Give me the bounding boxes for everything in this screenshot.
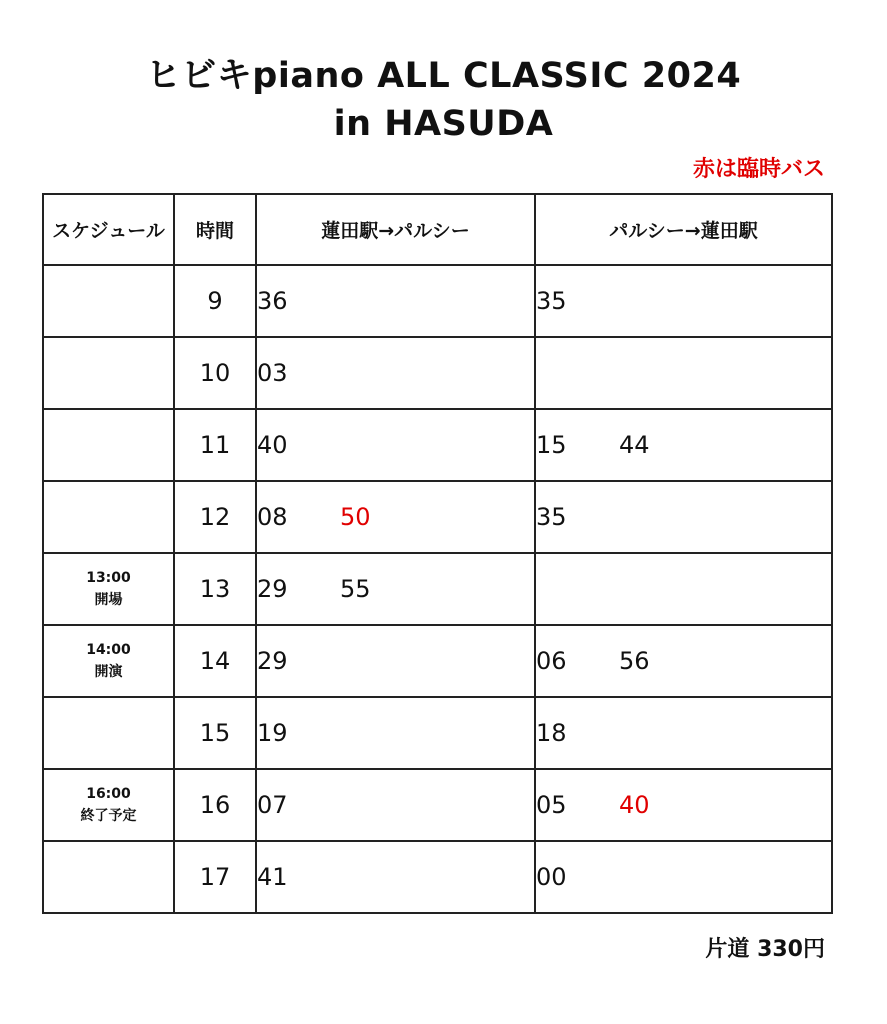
schedule-cell bbox=[43, 481, 174, 553]
minutes-to-palsy-cell bbox=[256, 841, 535, 913]
minutes-to-station-cell bbox=[535, 769, 832, 841]
one-way-fare: 片道 330円 bbox=[705, 937, 825, 962]
hour-cell: 13 bbox=[174, 553, 256, 625]
table-row bbox=[43, 409, 832, 481]
departure-minute: 44 bbox=[619, 431, 650, 459]
hour-cell: 11 bbox=[174, 409, 256, 481]
schedule-event: 開演 bbox=[94, 664, 123, 680]
minutes-to-palsy-cell bbox=[256, 337, 535, 409]
minutes-to-palsy-cell bbox=[256, 481, 535, 553]
minutes-to-palsy-cell bbox=[256, 625, 535, 697]
table-row bbox=[43, 337, 832, 409]
minutes-to-station-cell bbox=[535, 481, 832, 553]
schedule-cell bbox=[43, 265, 174, 337]
schedule-cell bbox=[43, 553, 174, 625]
departure-minute: 18 bbox=[536, 719, 567, 747]
header-schedule: スケジュール bbox=[43, 194, 174, 265]
schedule-cell bbox=[43, 769, 174, 841]
table-row bbox=[43, 841, 832, 913]
header-hour: 時間 bbox=[174, 194, 256, 265]
minutes-to-palsy-cell bbox=[256, 265, 535, 337]
departure-minute: 08 bbox=[257, 503, 288, 531]
schedule-cell bbox=[43, 337, 174, 409]
departure-minute: 15 bbox=[536, 431, 567, 459]
bus-timetable bbox=[42, 193, 833, 914]
departure-minute: 40 bbox=[257, 431, 288, 459]
departure-minute: 19 bbox=[257, 719, 288, 747]
departure-minute-temporary: 40 bbox=[619, 791, 650, 819]
schedule-cell bbox=[43, 625, 174, 697]
minutes-to-station-cell bbox=[535, 625, 832, 697]
departure-minute: 07 bbox=[257, 791, 288, 819]
hour-cell: 9 bbox=[174, 265, 256, 337]
minutes-to-station-cell bbox=[535, 265, 832, 337]
hour-cell: 15 bbox=[174, 697, 256, 769]
table-row bbox=[43, 625, 832, 697]
title-line-1: ヒビキpiano ALL CLASSIC 2024 bbox=[145, 56, 742, 96]
hour-cell: 12 bbox=[174, 481, 256, 553]
minutes-to-palsy-cell bbox=[256, 697, 535, 769]
schedule-time: 14:00 bbox=[86, 642, 131, 658]
table-row bbox=[43, 265, 832, 337]
departure-minute: 41 bbox=[257, 863, 288, 891]
departure-minute: 06 bbox=[536, 647, 567, 675]
hour-cell: 17 bbox=[174, 841, 256, 913]
departure-minute: 55 bbox=[340, 575, 371, 603]
departure-minute: 36 bbox=[257, 287, 288, 315]
minutes-to-station-cell bbox=[535, 553, 832, 625]
table-row bbox=[43, 553, 832, 625]
minutes-to-station-cell bbox=[535, 409, 832, 481]
header-to-palsy: 蓮田駅→パルシー bbox=[256, 194, 535, 265]
schedule-time: 13:00 bbox=[86, 570, 131, 586]
minutes-to-palsy-cell bbox=[256, 409, 535, 481]
page-title bbox=[0, 52, 887, 148]
header-row bbox=[43, 194, 832, 265]
departure-minute: 56 bbox=[619, 647, 650, 675]
schedule-time: 16:00 bbox=[86, 786, 131, 802]
minutes-to-station-cell bbox=[535, 697, 832, 769]
title-line-2: in HASUDA bbox=[333, 104, 554, 144]
hour-cell: 14 bbox=[174, 625, 256, 697]
schedule-event: 終了予定 bbox=[80, 808, 137, 824]
minutes-to-palsy-cell bbox=[256, 553, 535, 625]
schedule-cell bbox=[43, 841, 174, 913]
table-row bbox=[43, 769, 832, 841]
hour-cell: 10 bbox=[174, 337, 256, 409]
header-to-station: パルシー→蓮田駅 bbox=[535, 194, 832, 265]
table-row bbox=[43, 481, 832, 553]
temporary-bus-note: 赤は臨時バス bbox=[692, 157, 825, 182]
table-row bbox=[43, 697, 832, 769]
minutes-to-station-cell bbox=[535, 337, 832, 409]
minutes-to-station-cell bbox=[535, 841, 832, 913]
departure-minute: 00 bbox=[536, 863, 567, 891]
departure-minute: 03 bbox=[257, 359, 288, 387]
minutes-to-palsy-cell bbox=[256, 769, 535, 841]
departure-minute: 29 bbox=[257, 575, 288, 603]
departure-minute: 29 bbox=[257, 647, 288, 675]
hour-cell: 16 bbox=[174, 769, 256, 841]
departure-minute: 05 bbox=[536, 791, 567, 819]
departure-minute-temporary: 50 bbox=[340, 503, 371, 531]
schedule-event: 開場 bbox=[94, 592, 123, 608]
schedule-cell bbox=[43, 409, 174, 481]
departure-minute: 35 bbox=[536, 503, 567, 531]
schedule-cell bbox=[43, 697, 174, 769]
departure-minute: 35 bbox=[536, 287, 567, 315]
